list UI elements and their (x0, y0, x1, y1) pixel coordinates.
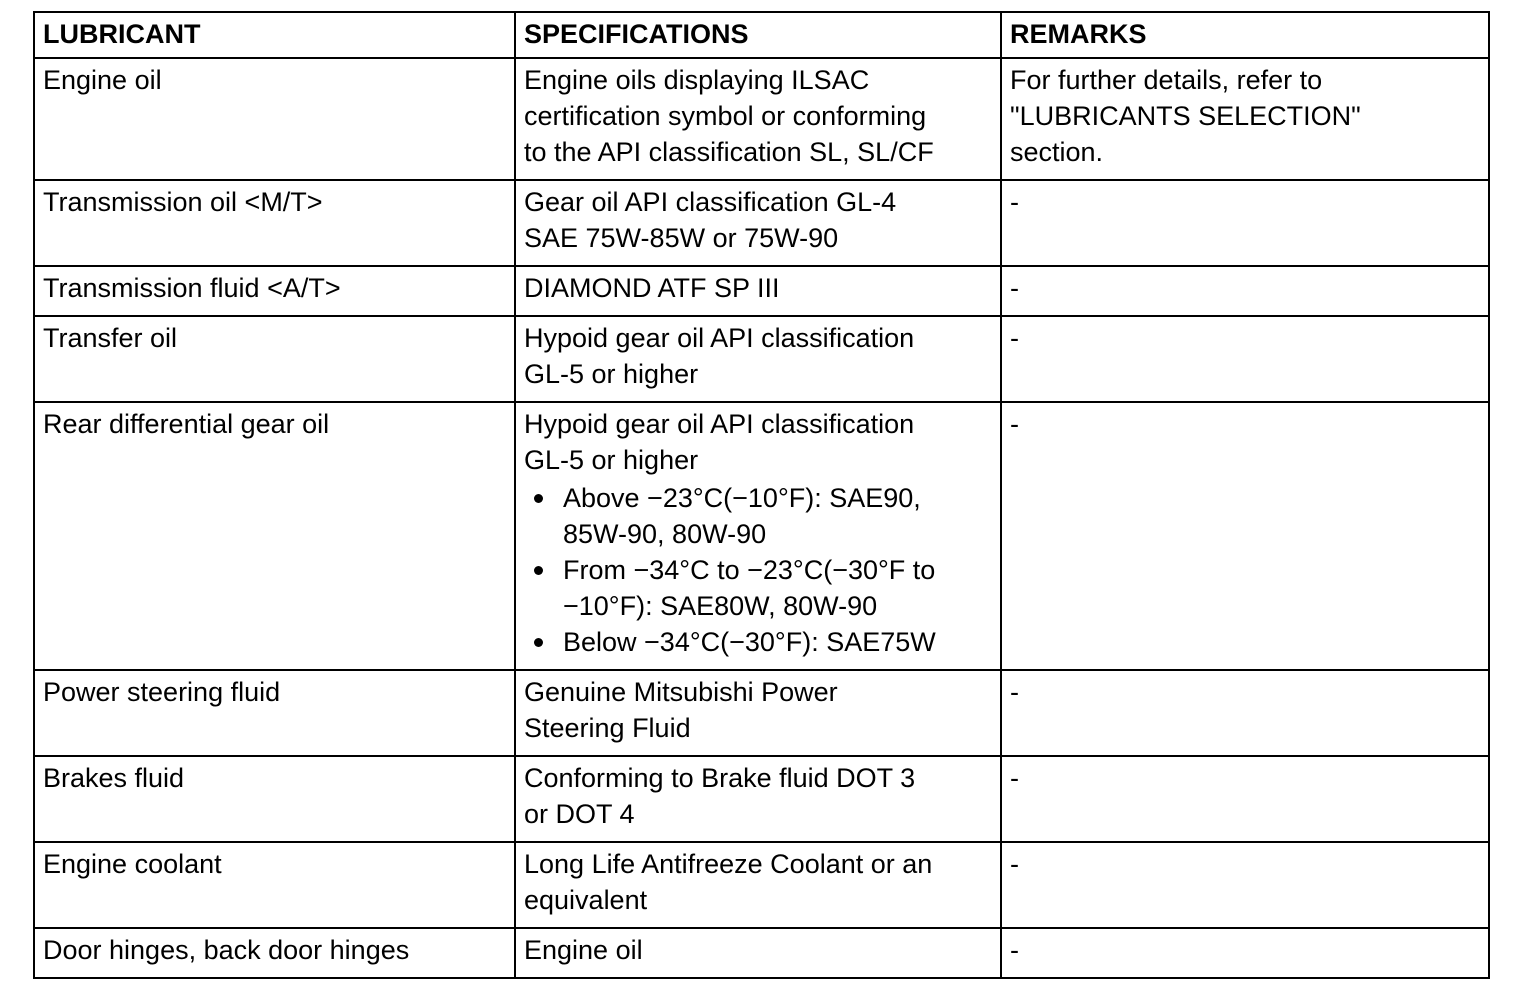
lubricant-cell: Transmission oil <M/T> (34, 180, 515, 266)
remarks-line: For further details, refer to (1010, 65, 1323, 95)
specification-bullet (524, 480, 992, 552)
specification-cell (515, 756, 1001, 842)
bullet-line: −10°F): SAE80W, 80W-90 (563, 591, 878, 621)
remarks-cell (1001, 928, 1489, 978)
specification-cell (515, 670, 1001, 756)
table-row (34, 316, 1489, 402)
specification-cell (515, 58, 1001, 180)
specification-cell (515, 842, 1001, 928)
remarks-cell (1001, 842, 1489, 928)
table-row (34, 842, 1489, 928)
specification-cell (515, 402, 1001, 670)
remarks-cell (1001, 58, 1489, 180)
specification-bullet-list (524, 480, 992, 660)
specification-bullet (524, 624, 992, 660)
specification-line: Gear oil API classification GL-4 (524, 187, 897, 217)
specification-line: Conforming to Brake fluid DOT 3 (524, 763, 916, 793)
specification-line: to the API classification SL, SL/CF (524, 137, 934, 167)
specification-line: GL-5 or higher (524, 445, 699, 475)
lubricant-cell: Engine coolant (34, 842, 515, 928)
remarks-line: - (1010, 677, 1019, 707)
table-row (34, 756, 1489, 842)
table-row (34, 266, 1489, 316)
bullet-dot-icon (534, 494, 543, 503)
table-row (34, 402, 1489, 670)
specification-line: GL-5 or higher (524, 359, 699, 389)
header-specifications: SPECIFICATIONS (515, 12, 1001, 58)
specification-line: Genuine Mitsubishi Power (524, 677, 838, 707)
table-row (34, 670, 1489, 756)
table-row (34, 180, 1489, 266)
lubricant-cell: Rear differential gear oil (34, 402, 515, 670)
specification-line: Hypoid gear oil API classification (524, 323, 915, 353)
specification-line: or DOT 4 (524, 799, 635, 829)
specification-line: certification symbol or conforming (524, 101, 927, 131)
bullet-line: Below −34°C(−30°F): SAE75W (563, 627, 936, 657)
header-lubricant: LUBRICANT (34, 12, 515, 58)
bullet-dot-icon (534, 638, 543, 647)
lubricant-cell: Door hinges, back door hinges (34, 928, 515, 978)
specification-line: DIAMOND ATF SP III (524, 273, 780, 303)
remarks-line: - (1010, 935, 1019, 965)
lubricant-cell: Transfer oil (34, 316, 515, 402)
remarks-line: section. (1010, 137, 1104, 167)
specification-line: Engine oils displaying ILSAC (524, 65, 870, 95)
specification-line: Steering Fluid (524, 713, 691, 743)
table-row (34, 58, 1489, 180)
specification-line: SAE 75W-85W or 75W-90 (524, 223, 839, 253)
lubricant-cell: Engine oil (34, 58, 515, 180)
specification-line: Long Life Antifreeze Coolant or an (524, 849, 933, 879)
specification-bullet (524, 552, 992, 624)
remarks-line: - (1010, 273, 1019, 303)
bullet-line: 85W-90, 80W-90 (563, 519, 767, 549)
bullet-line: From −34°C to −23°C(−30°F to (563, 555, 936, 585)
specification-line: Hypoid gear oil API classification (524, 409, 915, 439)
bullet-dot-icon (534, 566, 543, 575)
specification-cell (515, 316, 1001, 402)
lubricant-table (33, 11, 1490, 979)
remarks-cell (1001, 756, 1489, 842)
specification-cell (515, 928, 1001, 978)
remarks-line: - (1010, 849, 1019, 879)
remarks-line: - (1010, 763, 1019, 793)
remarks-cell (1001, 316, 1489, 402)
remarks-cell (1001, 402, 1489, 670)
remarks-line: - (1010, 187, 1019, 217)
lubricant-cell: Brakes fluid (34, 756, 515, 842)
specification-line: Engine oil (524, 935, 643, 965)
remarks-line: - (1010, 409, 1019, 439)
specification-line: equivalent (524, 885, 648, 915)
bullet-line: Above −23°C(−10°F): SAE90, (563, 483, 921, 513)
specification-cell (515, 266, 1001, 316)
table-row (34, 928, 1489, 978)
remarks-line: "LUBRICANTS SELECTION" (1010, 101, 1361, 131)
lubricant-cell: Power steering fluid (34, 670, 515, 756)
table-body (34, 58, 1489, 978)
remarks-cell (1001, 670, 1489, 756)
header-remarks: REMARKS (1001, 12, 1489, 58)
remarks-cell (1001, 180, 1489, 266)
header-row (34, 12, 1489, 58)
lubricant-cell: Transmission fluid <A/T> (34, 266, 515, 316)
specification-cell (515, 180, 1001, 266)
remarks-line: - (1010, 323, 1019, 353)
remarks-cell (1001, 266, 1489, 316)
